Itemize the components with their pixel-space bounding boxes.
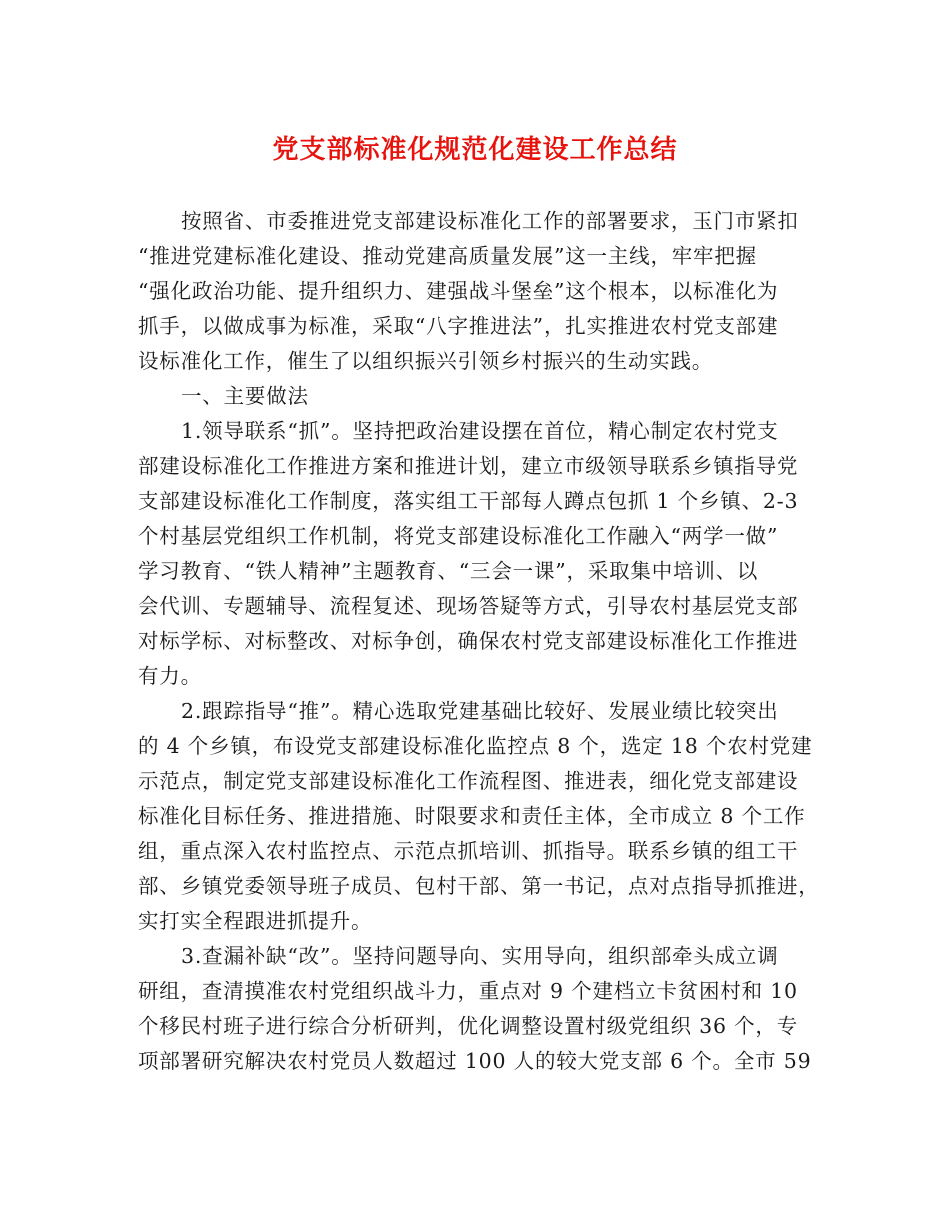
paragraph-line: 设标准化工作，催生了以组织振兴引领乡村振兴的生动实践。 (138, 349, 714, 373)
paragraph-line: 部、乡镇党委领导班子成员、包村干部、第一书记，点对点指导抓推进， (138, 874, 820, 898)
paragraph-line: 项部署研究解决农村党员人数超过 100 人的较大党支部 6 个。全市 59 (138, 1049, 812, 1073)
document-title: 党支部标准化规范化建设工作总结 (272, 135, 678, 165)
paragraph-line: 个村基层党组织工作机制，将党支部建设标准化工作融入“两学一做” (138, 524, 779, 548)
paragraph-line: 按照省、市委推进党支部建设标准化工作的部署要求，玉门市紧扣 (181, 209, 799, 233)
paragraph-line: 示范点，制定党支部建设标准化工作流程图、推进表，细化党支部建设 (138, 769, 799, 793)
paragraph-line: 会代训、专题辅导、流程复述、现场答疑等方式，引导农村基层党支部 (138, 594, 799, 618)
paragraph-line: 部建设标准化工作推进方案和推进计划，建立市级领导联系乡镇指导党 (138, 454, 799, 478)
paragraph-line: 2.跟踪指导“推”。精心选取党建基础比较好、发展业绩比较突出 (181, 699, 779, 723)
paragraph-line: 标准化目标任务、推进措施、时限要求和责任主体，全市成立 8 个工作 (138, 804, 806, 828)
paragraph-line: 个移民村班子进行综合分析研判，优化调整设置村级党组织 36 个，专 (138, 1014, 799, 1038)
paragraph-line: 抓手，以做成事为标准，采取“八字推进法”，扎实推进农村党支部建 (138, 314, 779, 338)
paragraph-line: 1.领导联系“抓”。坚持把政治建设摆在首位，精心制定农村党支 (181, 419, 779, 443)
paragraph-line: 实打实全程跟进抓提升。 (138, 909, 373, 933)
paragraph-line: 有力。 (138, 664, 202, 688)
paragraph-line: 的 4 个乡镇，布设党支部建设标准化监控点 8 个，选定 18 个农村党建 (138, 734, 813, 758)
paragraph-line: “推进党建标准化建设、推动党建高质量发展”这一主线，牢牢把握 (138, 244, 757, 268)
section-heading: 一、主要做法 (181, 384, 309, 408)
paragraph-line: “强化政治功能、提升组织力、建强战斗堡垒”这个根本，以标准化为 (138, 279, 779, 303)
paragraph-line: 3.查漏补缺“改”。坚持问题导向、实用导向，组织部牵头成立调 (181, 944, 779, 968)
paragraph-line: 组，重点深入农村监控点、示范点抓培训、抓指导。联系乡镇的组工干 (138, 839, 799, 863)
paragraph-line: 对标学标、对标整改、对标争创，确保农村党支部建设标准化工作推进 (138, 629, 799, 653)
paragraph-line: 支部建设标准化工作制度，落实组工干部每人蹲点包抓 1 个乡镇、2-3 (138, 489, 799, 513)
paragraph-line: 研组，查清摸准农村党组织战斗力，重点对 9 个建档立卡贫困村和 10 (138, 979, 798, 1003)
document-body (138, 204, 820, 1079)
paragraph-line: 学习教育、“铁人精神”主题教育、“三会一课”，采取集中培训、以 (138, 559, 759, 583)
